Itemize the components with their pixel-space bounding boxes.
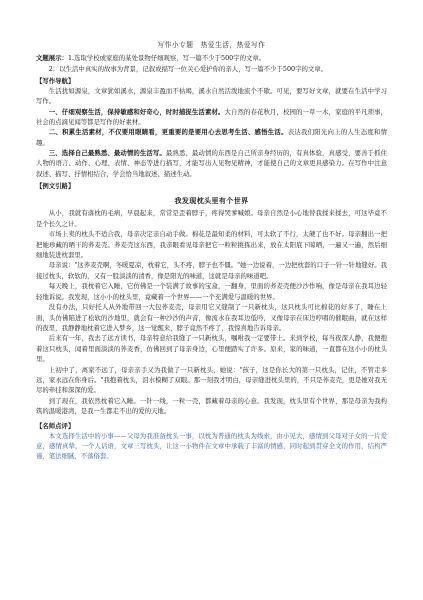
prompt-label: 文题展示： [36,54,68,63]
essay-paragraph: 没有办法，只好托人从外地带回一大包荞麦壳，母亲用它又缝制了一只新枕头，这只枕头可比棉花的好多了，睡在上面，头仿佛陷进了松软的沙地里，就会有一种沙沙的声音，像流水在我耳边低吟，又像母亲在床边哼唱的催眠曲，就在这样的夜里，我静静地枕着它进入梦乡，这一觉醒来，脖子竟然不疼了，我惊喜地告诉母亲。 [36,303,387,332]
prompt-item-1 [36,53,387,63]
essay-paragraph: 到了现在，我依然枕着它入睡。一针一线，一粒一壳，都藏着母亲的心意。我发现，枕头里有个世界，那是母亲为我构筑的温暖港湾，是我一生都走不出的爱的天地。 [36,396,387,416]
guide-point-2-body: 表达我们阳光向上的人生态度和情趣。 [36,128,388,147]
essay-paragraph: 每天晚上，我枕着它入睡，它仿佛是一个装满了故事的宝盒，一翻身，里面的荞麦壳便沙沙作响，像是母亲在我耳边轻轻地诉说。我发现，这小小的枕头里，竟藏着一个世界——一个充满爱与温暖的世界。 [36,282,387,301]
guide-heading: 【写作导航】 [36,76,75,85]
essay-paragraph: 后来有一年，我去了远方读书，母亲特意给我缝了一只新枕头，嘱咐我一定要带上。来到学校，每当夜深人静，我便抱着这只枕头，闻着里面淡淡的荞麦香，仿佛回到了母亲身边，心里便踏实了许多。原来，家的味道，一直都在这小小的枕头里。 [36,334,387,364]
guide-point-2 [36,127,387,148]
guide-intro: 生活犹如源泉，文章犹如溪水，源泉丰盈而不枯竭，溪水自然活泼地流个不歇。可见，要写好文章，就要在生活中学习写作。 [36,87,387,106]
essay-paragraph: 上初中了，离家不远了，母亲亲手又为我做了一只新枕头，她说："孩子，这是你长大的第一只枕头，记住，不管走多远，家永远在你身后。"我抱着枕头，泪水模糊了双眼。那一刻我才明白，母亲缝进枕头里的，不只是荞麦壳，更是她对我无尽的牵挂和深深的爱。 [36,365,387,395]
guide-point-3-body: 最熟悉、最动情的东西是自己所亲身经历的，有真体验，真感受，要善于抓住人物的语言、动作、心理、表情、神态等进行描写，才能写出人见物见精神，才能使自己的文章更具感染力。在写作中注意叙述、描写、抒情相结合，学会恰当地叙述、描述生动。 [36,148,387,178]
guide-point-3-lead: 三、选择自己最熟悉、最动情的生活写。 [48,148,166,157]
essay-paragraph: 市场上卖的枕头不适合我，母亲决定亲自动手做。棉花是最知柔的材料，可太软了不行，太硬了也不好。母亲翻出一把把她珍藏的晒干的荞麦壳。荞麦壳这东西，我亲眼看见母亲把它一粒粒挑拣出来，放在太阳底下晾晒，一遍又一遍，然后细细地装进枕套里。 [36,230,387,260]
comment-text: 本文选择生活中的小事——父母为我准备枕头一事，以枕为普通的枕头为线索，由小见大，感情到父母对子女的一片爱意，感情真挚，一个人话语，文章三写枕头，让这一小物件在文章中承载了丰富的情感，同时起到贯穿全文的作用，结构严谨，笔法细腻，不落俗套。 [36,431,387,461]
prompt-item-2: 2．以生活中真实的故事为背景，记叙或描写一位关心爱护你的亲人，写一篇不少于500字的文章。 [48,64,328,73]
comment-heading: 【名师点评】 [36,421,75,430]
guide-point-3 [36,148,387,179]
prompt-item-1-text: 1.选取学校或家庭的某处景物仔细观察，写一篇不少于500字的文章。 [67,54,266,63]
guide-point-1-lead: 一、仔细观察生活，保持敏感和好奇心，时时捕捉生活素材。 [48,107,225,116]
comment-section [36,421,387,462]
essay-body [36,208,387,416]
guide-point-1-body: 大自然的春花秋月，校园的一草一木，家庭的平凡琐事，社会的点滴见闻等都是写作的好素材。 [36,107,388,127]
essay-paragraph: 从小，我就有落枕的毛病，早晨起来，常常是歪着脖子，疼得哭爹喊娘。母亲自然是小心地替我揉来揉去，可这毕竟不是个长久之计。 [36,209,387,228]
comment-text-wrap [36,431,387,462]
guide-point-1 [36,107,387,128]
essay-paragraph: 母亲说："这荞麦壳啊，冬暖夏凉，枕着它，头不疼，脖子也不僵。"她一边说着，一边把枕套的口子一针一针地缝好。我接过枕头，软软的，又有一股淡淡的清香，像是阳光的味道，这就是母亲的味道吧。 [36,261,387,280]
example-heading: 【例文引路】 [36,181,75,190]
essay-title: 我发现枕头里有个世界 [174,196,249,206]
guide-point-2-lead: 二、积累生活素材，不仅要用眼睛看，更重要的是要用心去思考生活、感悟生活。 [48,128,288,137]
page-title: 写作小专题 热爱生活，热爱写作 [157,41,266,49]
